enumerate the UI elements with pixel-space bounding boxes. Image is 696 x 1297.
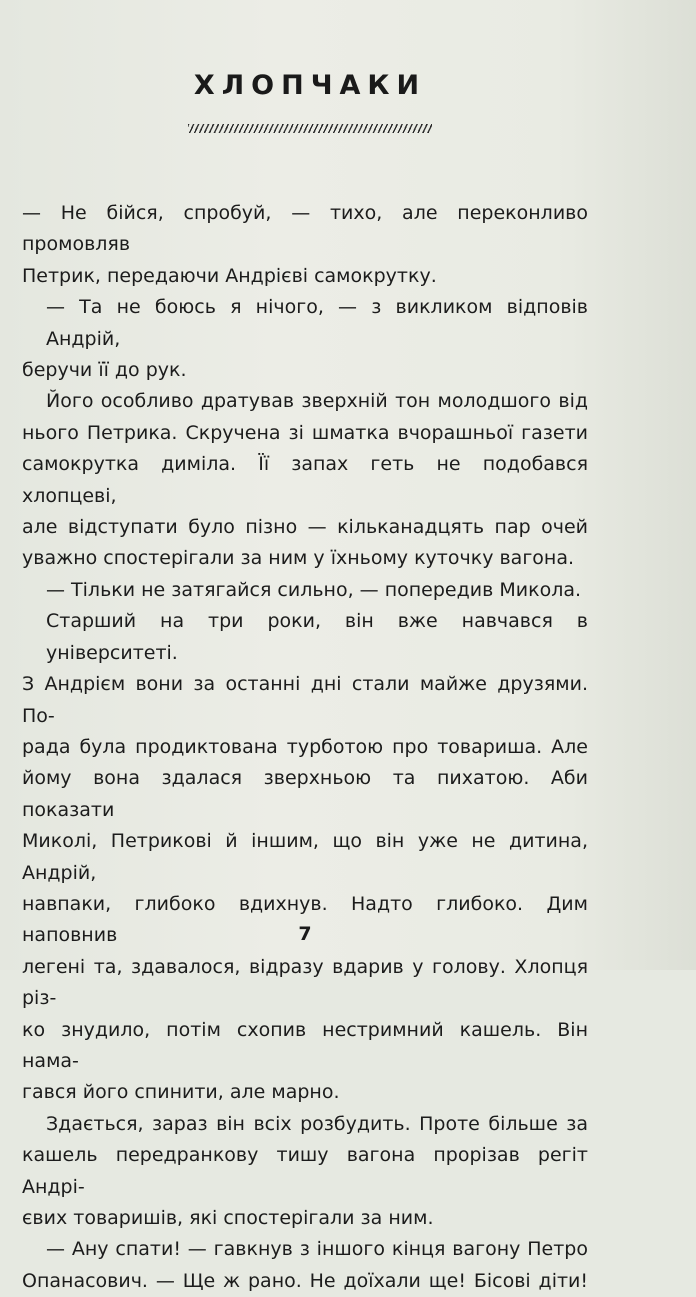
chapter-body-text bbox=[22, 198, 588, 1297]
text-line: але відступати було пізно — кільканадцять пар очей bbox=[22, 516, 588, 539]
text-line: Петрик, передаючи Андрієві самокрутку. bbox=[22, 264, 437, 287]
text-line: — Не бійся, спробуй, — тихо, але переконливо промовляв bbox=[22, 202, 588, 256]
text-line: ко знудило, потім схопив нестримний кашель. Він нама- bbox=[22, 1018, 588, 1072]
text-line: легені та, здавалося, відразу вдарив у голову. Хлопця різ- bbox=[22, 955, 588, 1010]
title-hatched-rule bbox=[188, 124, 432, 133]
text-line: беручи її до рук. bbox=[22, 359, 187, 382]
text-line: Його особливо дратував зверхній тон молодшого від bbox=[46, 390, 588, 413]
text-line: Опанасович. — Ще ж рано. Не доїхали ще! Бісові діти! bbox=[22, 1269, 588, 1292]
text-line: — Та не боюсь я нічого, — з викликом відповів Андрій, bbox=[46, 296, 588, 350]
chapter-title: ХЛОПЧАКИ bbox=[193, 70, 427, 101]
text-line: самокрутка диміла. Її запах геть не подобався хлопцеві, bbox=[22, 453, 588, 507]
text-line: Миколі, Петрикові й іншим, що він уже не дитина, Андрій, bbox=[22, 830, 588, 884]
text-line: навпаки, глибоко вдихнув. Надто глибоко. Дим наповнив bbox=[22, 892, 588, 947]
text-line: — Ану спати! — гавкнув з іншого кінця вагону Петро bbox=[46, 1238, 588, 1261]
text-line: Старший на три роки, він вже навчався в університеті. bbox=[46, 610, 588, 664]
text-line: нього Петрика. Скручена зі шматка вчорашньої газети bbox=[22, 421, 588, 444]
text-line: — Тільки не затягайся сильно, — попередив Микола. bbox=[46, 578, 582, 601]
text-line: рада була продиктована турботою про товариша. Але bbox=[22, 735, 588, 758]
text-line: гався його спинити, але марно. bbox=[22, 1081, 340, 1104]
page-number: 7 bbox=[298, 923, 312, 945]
text-line: кашель передранкову тишу вагона прорізав регіт Андрі- bbox=[22, 1144, 588, 1198]
text-line: З Андрієм вони за останні дні стали майже друзями. По- bbox=[22, 673, 588, 727]
text-line: йому вона здалася зверхньою та пихатою. Аби показати bbox=[22, 767, 588, 821]
text-line: Здається, зараз він всіх розбудить. Проте більше за bbox=[46, 1112, 588, 1135]
text-line: євих товаришів, які спостерігали за ним. bbox=[22, 1207, 434, 1229]
text-line: уважно спостерігали за ним у їхньому куточку вагона. bbox=[22, 547, 575, 570]
